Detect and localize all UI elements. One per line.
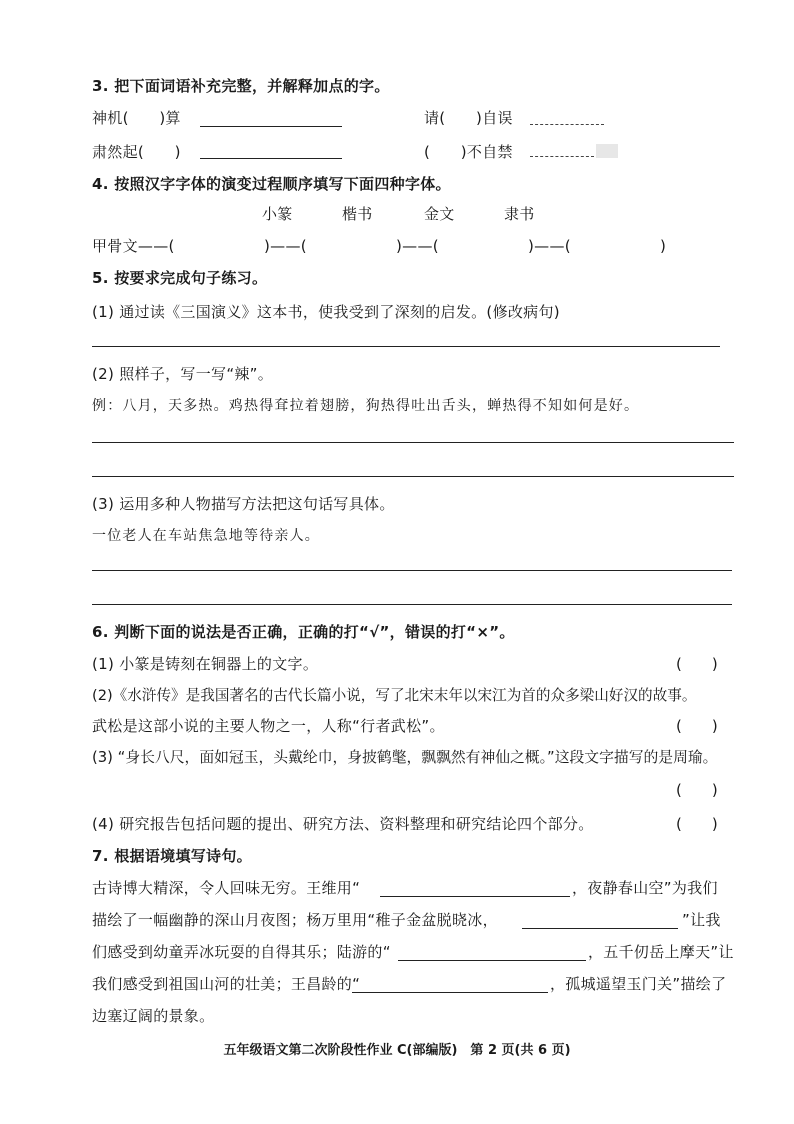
- q5-title: 5. 按要求完成句子练习。: [92, 269, 268, 287]
- q4-font-3: 金文: [424, 205, 455, 223]
- q7-line-3b: ，五千仞岳上摩天”让: [588, 943, 734, 961]
- q5-sentence-2: (2) 照样子，写一写“辣”。: [92, 365, 274, 383]
- q4-title: 4. 按照汉字字体的演变过程顺序填写下面四种字体。: [92, 175, 451, 193]
- q4-chain-start: 甲骨文——(: [92, 237, 175, 255]
- q3-row2-right: ( )不自禁: [424, 143, 513, 161]
- scan-smudge: [596, 144, 618, 158]
- q4-font-1: 小篆: [262, 205, 293, 223]
- q4-font-2: 楷书: [342, 205, 373, 223]
- q7-line-2b: ”让我: [682, 911, 721, 929]
- q7-line-3a: 们感受到幼童弄冰玩耍的自得其乐；陆游的“: [92, 943, 391, 961]
- q7-line-5: 边塞辽阔的景象。: [92, 1007, 215, 1025]
- q6-item-3: (3) “身长八尺，面如冠玉，头戴纶巾，身披鹤氅，飘飘然有神仙之概。”这段文字描写的是周瑜。: [92, 749, 718, 766]
- q7-line-2a: 描绘了一幅幽静的深山月夜图；杨万里用“稚子金盆脱晓冰，: [92, 911, 498, 929]
- q3-row1-left: 神机( )算: [92, 109, 181, 127]
- q7-title: 7. 根据语境填写诗句。: [92, 847, 252, 865]
- q7-blank-3[interactable]: [398, 960, 586, 961]
- q3-row1-right-answer-line[interactable]: [530, 124, 604, 125]
- page-footer: 五年级语文第二次阶段性作业 C(部编版) 第 2 页(共 6 页): [223, 1043, 571, 1058]
- q5-2-example: 例：八月，天多热。鸡热得耷拉着翅膀，狗热得吐出舌头，蝉热得不知如何是好。: [92, 398, 640, 414]
- q6-item-3-answer-bracket[interactable]: ( ): [676, 781, 718, 799]
- q5-2-answer-line-1[interactable]: [92, 442, 734, 443]
- q7-line-4a: 我们感受到祖国山河的壮美；王昌龄的“: [92, 975, 361, 993]
- q7-blank-4[interactable]: [352, 992, 548, 993]
- q6-item-4-answer-bracket[interactable]: ( ): [676, 815, 718, 833]
- q4-chain-mid1: )——(: [264, 237, 307, 255]
- q7-blank-1[interactable]: [380, 896, 570, 897]
- q3-row1-right: 请( )自误: [424, 109, 513, 127]
- q4-chain-mid3: )——(: [528, 237, 571, 255]
- q7-line-1a: 古诗博大精深，令人回味无穷。王维用“: [92, 879, 361, 897]
- q7-line-1b: ，夜静春山空”为我们: [572, 879, 718, 897]
- q5-1-answer-line[interactable]: [92, 346, 720, 347]
- q4-font-4: 隶书: [504, 205, 535, 223]
- q3-row2-left-answer-line[interactable]: [200, 158, 342, 159]
- q5-3-text: 一位老人在车站焦急地等待亲人。: [92, 528, 320, 544]
- q5-3-answer-line-1[interactable]: [92, 570, 732, 571]
- q6-item-2-cont: 武松是这部小说的主要人物之一，人称“行者武松”。: [92, 717, 445, 735]
- q6-item-1-answer-bracket[interactable]: ( ): [676, 655, 718, 673]
- q6-item-4: (4) 研究报告包括问题的提出、研究方法、资料整理和研究结论四个部分。: [92, 815, 594, 833]
- q6-item-2: (2)《水浒传》是我国著名的古代长篇小说，写了北宋末年以宋江为首的众多梁山好汉的故事。: [92, 687, 697, 704]
- q3-row2-left: 肃然起( ): [92, 143, 181, 161]
- q6-title: 6. 判断下面的说法是否正确，正确的打“√”，错误的打“×”。: [92, 623, 515, 641]
- q4-chain-end: ): [660, 237, 667, 255]
- q7-blank-2[interactable]: [522, 928, 678, 929]
- q4-chain-mid2: )——(: [396, 237, 439, 255]
- q7-line-4b: ，孤城遥望玉门关”描绘了: [550, 975, 727, 993]
- q3-row1-left-answer-line[interactable]: [200, 126, 342, 127]
- q5-sentence-1: (1) 通过读《三国演义》这本书，使我受到了深刻的启发。(修改病句): [92, 303, 560, 321]
- q5-3-answer-line-2[interactable]: [92, 604, 732, 605]
- q6-item-2-answer-bracket[interactable]: ( ): [676, 717, 718, 735]
- q5-sentence-3: (3) 运用多种人物描写方法把这句话写具体。: [92, 495, 395, 513]
- q3-row2-right-answer-line[interactable]: [530, 156, 594, 157]
- q5-2-answer-line-2[interactable]: [92, 476, 734, 477]
- q6-item-1: (1) 小篆是铸刻在铜器上的文字。: [92, 655, 319, 673]
- q3-title: 3. 把下面词语补充完整，并解释加点的字。: [92, 77, 390, 95]
